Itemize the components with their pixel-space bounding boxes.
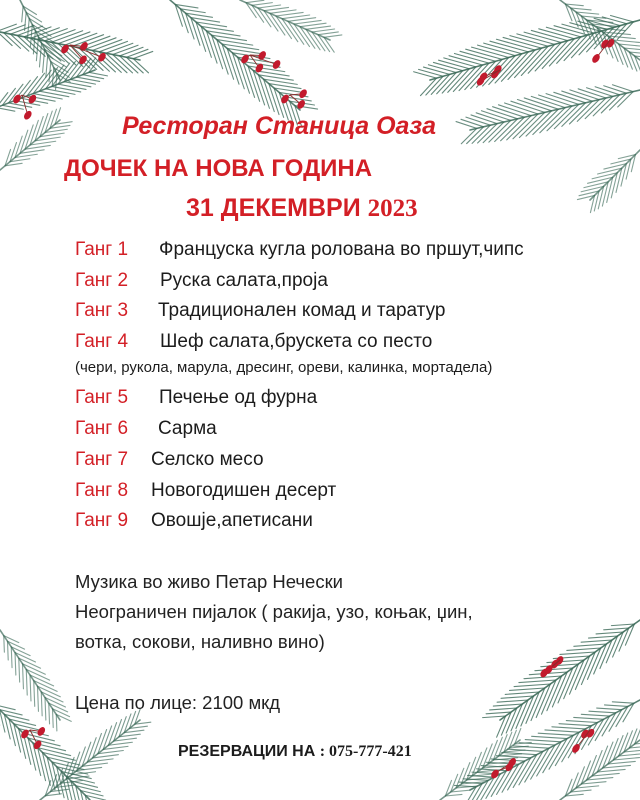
course-2 [75, 269, 328, 293]
reservation-line [178, 743, 412, 761]
price-line: Цена по лице: 2100 мкд [75, 692, 281, 713]
course-label: Ганг 9 [75, 510, 129, 531]
restaurant-name: Ресторан Станица Оаза [122, 112, 437, 140]
course-8 [75, 479, 336, 503]
course-label: Ганг 3 [75, 300, 129, 321]
course-dish: Руска салата,проја [160, 270, 328, 291]
course-4 [75, 330, 432, 354]
date-year: 2023 [367, 195, 418, 222]
course-9 [75, 509, 313, 533]
course-label: Ганг 8 [75, 480, 129, 501]
course-4-note: (чери, рукола, марула, дресинг, ореви, калинка, мортадела) [75, 359, 493, 376]
reservation-label: РЕЗЕРВАЦИИ НА [178, 743, 316, 760]
course-dish: Новогодишен десерт [151, 480, 337, 501]
course-dish: Сарма [158, 418, 217, 439]
course-label: Ганг 6 [75, 418, 129, 439]
course-dish: Традиционален комад и таратур [158, 300, 446, 321]
live-music-line: Музика во живо Петар Нечески [75, 571, 344, 592]
event-date [186, 194, 418, 223]
course-dish: Селско месо [151, 449, 264, 470]
course-dish: Овошје,апетисани [151, 510, 313, 531]
course-label: Ганг 4 [75, 331, 129, 352]
course-7 [75, 448, 264, 472]
course-dish: Француска кугла ролована во пршут,чипс [159, 239, 524, 260]
course-6 [75, 417, 217, 441]
course-dish: Печење од фурна [159, 387, 318, 408]
course-label: Ганг 2 [75, 270, 129, 291]
course-5 [75, 386, 317, 410]
drinks-line-1: Неограничен пијалок ( ракија, узо, коњак, џин, [75, 601, 473, 622]
drinks-line-2: вотка, сокови, наливно вино) [75, 631, 325, 652]
course-label: Ганг 5 [75, 387, 129, 408]
event-title: ДОЧЕК НА НОВА ГОДИНА [64, 155, 373, 182]
course-label: Ганг 7 [75, 449, 129, 470]
course-dish: Шеф салата,брускета со песто [160, 331, 433, 352]
course-label: Ганг 1 [75, 239, 129, 260]
course-1 [75, 238, 524, 262]
date-day-month: 31 ДЕКЕМВРИ [186, 194, 361, 222]
reservation-phone: : 075-777-421 [319, 743, 412, 760]
course-3 [75, 299, 445, 323]
